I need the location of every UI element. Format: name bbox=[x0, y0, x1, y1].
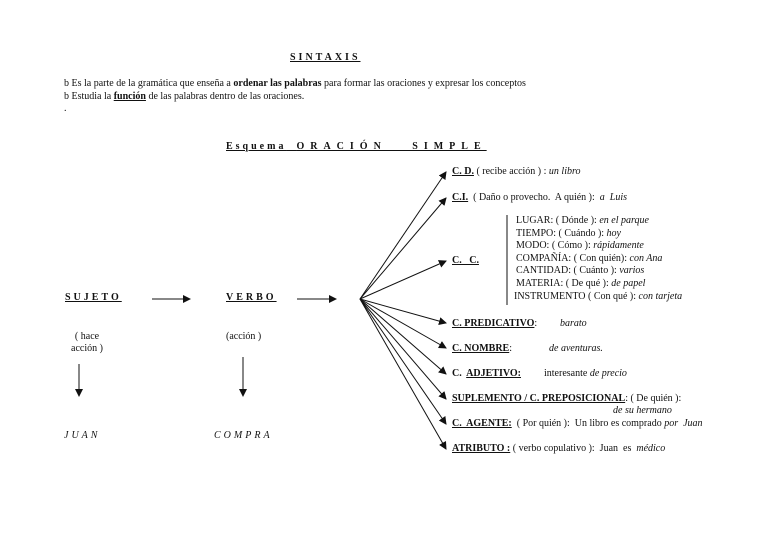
sujeto-note: ( hace acción ) bbox=[71, 331, 103, 354]
verbo-example: COMPRA bbox=[214, 430, 273, 441]
cd-example: un libro bbox=[546, 166, 581, 177]
cc-item-text: TIEMPO: ( Cuándo ): bbox=[516, 227, 607, 239]
agente-example: por Juan bbox=[664, 418, 703, 429]
cc-item-text: MATERIA: ( De qué ): bbox=[516, 278, 612, 289]
arrow-to-agente bbox=[360, 299, 446, 424]
adjetivo-label-pre: C. bbox=[452, 368, 467, 379]
cd-desc: ( recibe acción ) : bbox=[473, 166, 547, 177]
arrow-to-atributo bbox=[360, 299, 446, 449]
cc-item bbox=[516, 253, 662, 265]
nombre-label: C. NOMBRE bbox=[452, 343, 510, 354]
cc-item bbox=[516, 278, 645, 290]
atributo-example: médico bbox=[636, 443, 666, 454]
cc-item-example: con tarjeta bbox=[638, 290, 683, 302]
ci-desc: ( Daño o provecho. A quién ): bbox=[468, 192, 595, 203]
sujeto-label: SUJETO bbox=[65, 292, 122, 303]
cc-item-text: COMPAÑÍA: ( Con quién): bbox=[516, 252, 630, 264]
cc-item-example: de papel bbox=[611, 278, 646, 289]
adjetivo-row bbox=[452, 368, 521, 380]
verbo-label: VERBO bbox=[226, 292, 277, 303]
suplemento-desc: : ( De quién ): bbox=[625, 393, 682, 404]
nombre-example: de aventuras. bbox=[549, 343, 603, 354]
agente-desc: ( Por quién ): Un libro es comprado bbox=[511, 418, 662, 429]
nombre-row bbox=[452, 343, 512, 355]
ci-row bbox=[452, 192, 627, 204]
verbo-note: (acción ) bbox=[226, 331, 262, 342]
arrow-to-nombre bbox=[360, 299, 446, 348]
suplemento-example: de su hermano bbox=[613, 405, 672, 416]
cc-item-text: CANTIDAD: ( Cuánto ): bbox=[516, 265, 620, 277]
intro-line-2-post: de las palabras dentro de las oraciones. bbox=[145, 91, 305, 102]
cc-item bbox=[516, 215, 649, 227]
intro-line-1-post: para formar las oraciones y expresar los conceptos bbox=[321, 78, 526, 89]
predicativo-label: C. PREDICATIVO bbox=[452, 318, 535, 329]
cc-item-text: INSTRUMENTO ( Con qué ): bbox=[514, 290, 639, 302]
adjetivo-desc-row bbox=[544, 368, 627, 380]
cc-item bbox=[516, 228, 621, 240]
predicativo-row bbox=[452, 318, 537, 330]
predicativo-example: barato bbox=[560, 318, 587, 329]
adjetivo-desc: interesante bbox=[544, 368, 588, 379]
atributo-row bbox=[452, 443, 665, 455]
cc-item-example: rápidamente bbox=[593, 240, 644, 252]
ci-label: C.I. bbox=[452, 192, 469, 203]
intro-line-1-bold: ordenar las palabras bbox=[233, 78, 322, 89]
cc-item-example: hoy bbox=[606, 227, 621, 239]
intro-line-2-pre: b Estudia la bbox=[64, 91, 114, 102]
suplemento-row bbox=[452, 393, 681, 405]
cc-item bbox=[516, 240, 644, 252]
atributo-desc: ( verbo copulativo ): Juan es bbox=[510, 443, 632, 454]
intro-line-3: . bbox=[64, 103, 67, 114]
suplemento-label: SUPLEMENTO / C. PREPOSICIONAL bbox=[452, 393, 626, 404]
adjetivo-label: ADJETIVO: bbox=[466, 368, 521, 379]
intro-line-1-pre: b Es la parte de la gramática que enseña a bbox=[64, 78, 234, 89]
cc-item bbox=[514, 291, 682, 303]
atributo-label: ATRIBUTO : bbox=[452, 443, 511, 454]
cc-item-example: varios bbox=[619, 265, 645, 277]
cd-row bbox=[452, 166, 581, 178]
cd-label: C. D. bbox=[452, 166, 474, 177]
schema-title: ORACIÓN SIMPLE bbox=[296, 141, 487, 152]
cc-label: C. C. bbox=[452, 255, 479, 266]
cc-item bbox=[516, 265, 644, 277]
adjetivo-example: de precio bbox=[589, 368, 627, 379]
arrow-to-predicativo bbox=[360, 299, 446, 323]
cc-item-example: en el parque bbox=[599, 215, 649, 226]
page-title: SINTAXIS bbox=[290, 52, 361, 63]
arrow-to-adjetivo bbox=[360, 299, 446, 374]
agente-row bbox=[452, 418, 703, 430]
predicativo-desc: : bbox=[534, 318, 538, 329]
schema-label: Esquema bbox=[226, 141, 287, 152]
cc-item-example: con Ana bbox=[629, 252, 663, 264]
ci-example: a Luis bbox=[594, 192, 627, 203]
arrow-to-suplemento bbox=[360, 299, 446, 399]
cc-item-text: LUGAR: ( Dónde ): bbox=[516, 215, 600, 226]
intro-line-2-bold: función bbox=[113, 91, 146, 102]
agente-label: C. AGENTE: bbox=[452, 418, 512, 429]
nombre-desc: : bbox=[509, 343, 513, 354]
cc-item-text: MODO: ( Cómo ): bbox=[516, 240, 594, 252]
arrow-to-ci bbox=[360, 198, 446, 299]
sujeto-example: JUAN bbox=[64, 430, 101, 441]
